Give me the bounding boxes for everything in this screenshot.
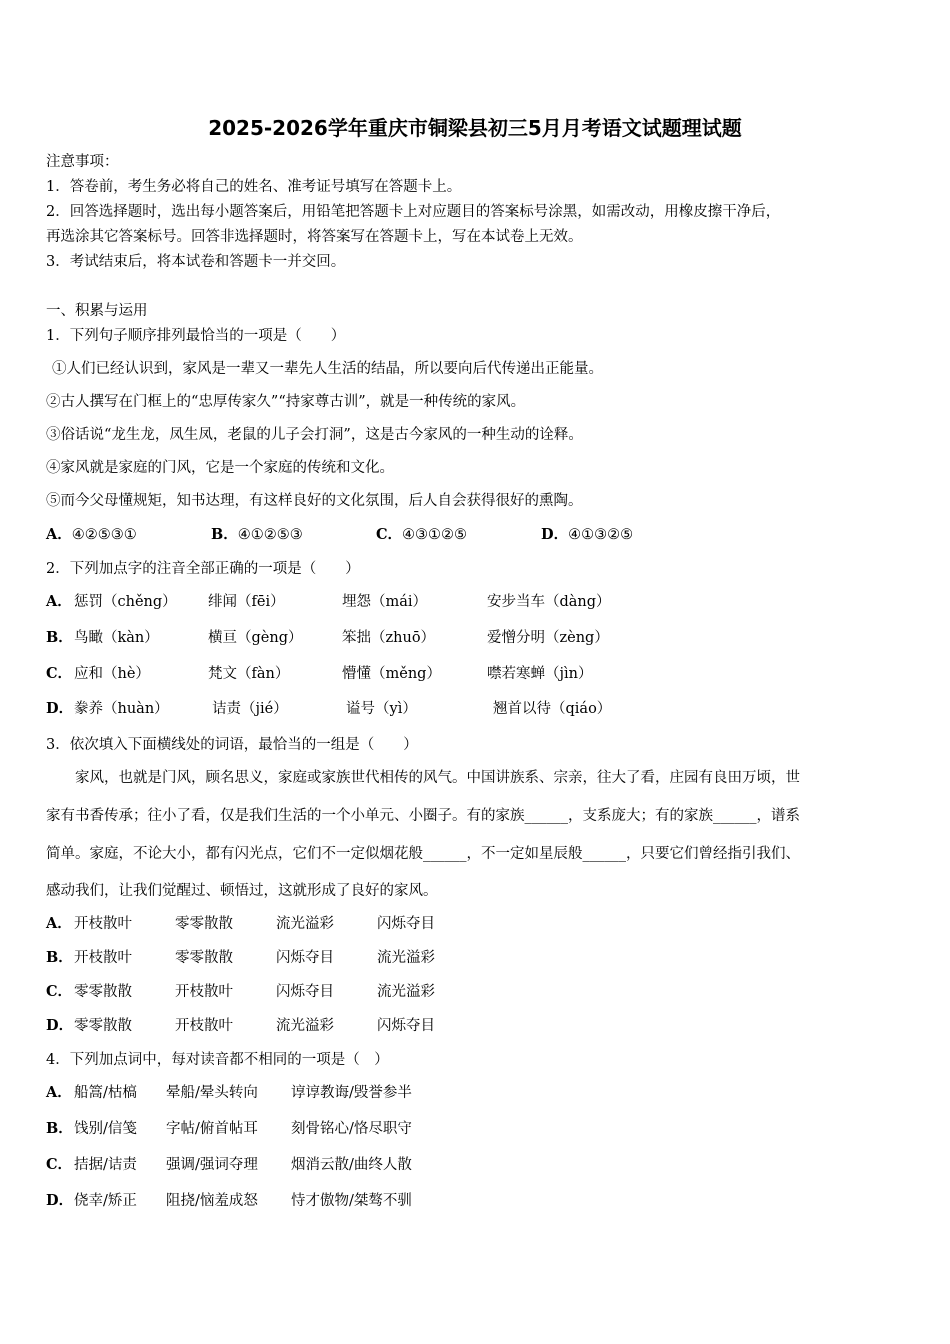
notice-item: 2．回答选择题时，选出每小题答案后，用铅笔把答题卡上对应题目的答案标号涂黑，如需改动，用橡皮擦干净后，: [46, 204, 781, 220]
question-stem: 3．依次填入下面横线处的词语，最恰当的一组是（ ）: [46, 737, 418, 753]
option-b[interactable]: B．④①②⑤③: [211, 526, 303, 543]
option-a[interactable]: A．④②⑤③①: [46, 526, 137, 543]
notice-heading: 注意事项：: [46, 154, 119, 170]
question-stem: 4．下列加点词中，每对读音都不相同的一项是（ ）: [46, 1052, 389, 1068]
exam-page: 2025-2026学年重庆市铜梁县初三5月月考语文试题理试题 注意事项： 1．答卷前，考生务必将自己的姓名、准考证号填写在答题卡上。 2．回答选择题时，选出每小题答案后，用铅笔把答题卡上对应题目的答案标号涂黑，如需改动，用橡皮擦干净后， 再选涂其它答案标号。回答非选择题时，将答案写在答题卡上，写在本试卷上无效。 3．考试结束后，将本试卷和答题卡一并交回。 一、积累与运用 1．下列句子顺序排列最恰当的一项是（ ） ①人们已经认识到，家风是一辈又一辈先人生活的结晶，所以要向后代传递出正能量。 ②古人撰写在门框上的“忠厚传家久”“持家尊古训”，就是一种传统的家风。 ③俗话说“龙生龙，凤生凤，老鼠的儿子会打洞”，这是古今家风的一种生动的诠释。 ④家风就是家庭的门风，它是一个家庭的传统和文化。 ⑤而今父母懂规矩，知书达理，有这样良好的文化氛围，后人自会获得很好的熏陶。 A．④②⑤③① B．④①②⑤③ C．④③①②⑤ D．④①③②⑤ 2．下列加点字的注音全部正确的一项是（ ） A． 惩罚（chěng） 绯闻（fēi） 埋怨（mái） 安步当车（dàng） B． 鸟瞰（kàn） 横亘（gèng） 笨拙（zhuō） 爱憎分明（zèng） C． 应和（hè） 梵文（fàn） 懵懂（měng） 噤若寒蝉（jìn） D． 豢养（huàn） 诘责（jié） 谥号（yì） 翘首以待（qiáo） 3．依次填入下面横线处的词语，最恰当的一组是（ ） 家风，也就是门风，顾名思义，家庭或家族世代相传的风气。中国讲族系、宗亲，往大了看，庄园有良田万顷，世 家有书香传承；往小了看，仅是我们生活的一个小单元、小圈子。有的家族______，支系庞大；有的家族______，谱系 简单。家庭，不论大小，都有闪光点，它们不一定似烟花般______，不一定如星辰般______，只要它们曾经指引我们、 感动我们，让我们觉醒过、顿悟过，这就形成了良好的家风。 A． 开枝散叶 零零散散 流光溢彩 闪烁夺目 B． 开枝散叶 零零散散 闪烁夺目 流光溢彩 C． 零零散散 开枝散叶 闪烁夺目 流光溢彩 D． 零零散散 开枝散叶 流光溢彩 闪烁夺目 4．下列加点词中，每对读音都不相同的一项是（ ） A． 船篙/枯槁 晕船/晕头转向 谆谆教诲/毁誉参半 B． 饯别/信笺 字帖/俯首帖耳 刻骨铭心/恪尽职守 C． 拮据/诘责 强调/强词夺理 烟消云散/曲终人散 D． 侥幸/矫正 阻挠/恼羞成怒 恃才傲物/桀骜不驯: [0, 0, 950, 1344]
q1-sentence: ②古人撰写在门框上的“忠厚传家久”“持家尊古训”，就是一种传统的家风。: [46, 394, 526, 410]
option-c[interactable]: C．④③①②⑤: [376, 526, 468, 543]
q1-sentence: ④家风就是家庭的门风，它是一个家庭的传统和文化。: [46, 460, 394, 476]
question-stem: 1．下列句子顺序排列最恰当的一项是（ ）: [46, 328, 346, 344]
q1-sentence: ⑤而今父母懂规矩，知书达理，有这样良好的文化氛围，后人自会获得很好的熏陶。: [46, 493, 583, 509]
section-heading: 一、积累与运用: [46, 303, 148, 319]
q1-sentence: ③俗话说“龙生龙，凤生凤，老鼠的儿子会打洞”，这是古今家风的一种生动的诠释。: [46, 427, 583, 443]
question-stem: 2．下列加点字的注音全部正确的一项是（ ）: [46, 561, 360, 577]
passage-line: 简单。家庭，不论大小，都有闪光点，它们不一定似烟花般______，不一定如星辰般______，只要它们曾经指引我们、: [46, 846, 800, 862]
notice-item: 再选涂其它答案标号。回答非选择题时，将答案写在答题卡上，写在本试卷上无效。: [46, 229, 583, 245]
notice-item: 1．答卷前，考生务必将自己的姓名、准考证号填写在答题卡上。: [46, 179, 462, 195]
passage-line: 家风，也就是门风，顾名思义，家庭或家族世代相传的风气。中国讲族系、宗亲，往大了看，庄园有良田万顷，世: [46, 770, 800, 786]
option-d[interactable]: D．④①③②⑤: [541, 526, 634, 543]
passage-line: 家有书香传承；往小了看，仅是我们生活的一个小单元、小圈子。有的家族______，支系庞大；有的家族______，谱系: [46, 808, 800, 824]
q1-sentence: ①人们已经认识到，家风是一辈又一辈先人生活的结晶，所以要向后代传递出正能量。: [52, 361, 603, 377]
notice-item: 3．考试结束后，将本试卷和答题卡一并交回。: [46, 254, 346, 270]
page-title: 2025-2026学年重庆市铜梁县初三5月月考语文试题理试题: [208, 116, 742, 140]
passage-line: 感动我们，让我们觉醒过、顿悟过，这就形成了良好的家风。: [46, 883, 438, 899]
